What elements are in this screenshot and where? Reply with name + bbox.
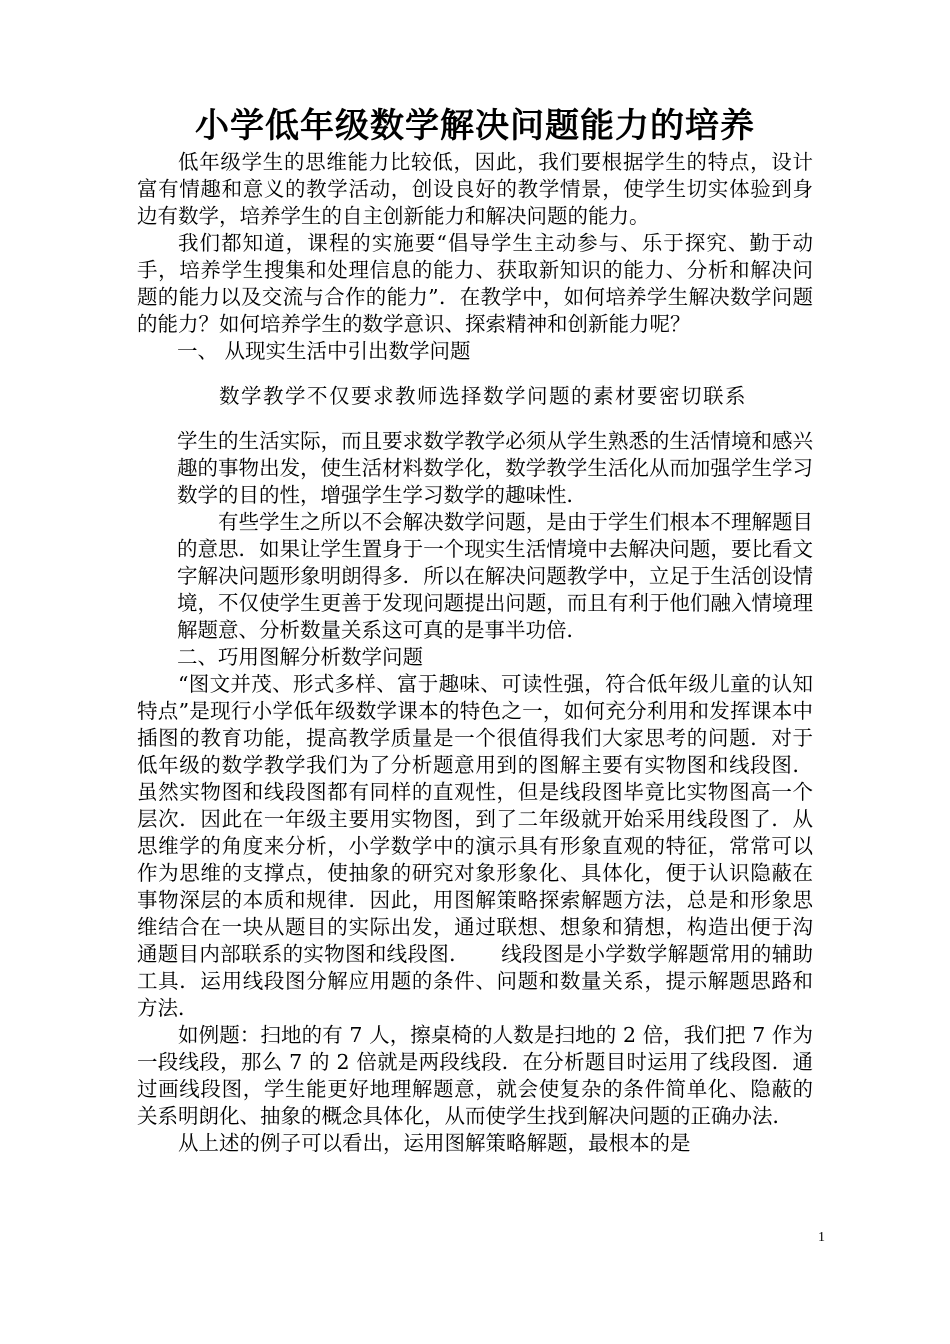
section-2-paragraph-1: “图文并茂、形式多样、富于趣味、可读性强，符合低年级儿童的认知特点”是现行小学低年级数学课本的特色之一，如何充分利用和发挥课本中插图的教育功能，提高教学质量是一个很值得我们大家思考的问题．对于低年级的数学教学我们为了分析题意用到的图解主要有实物图和线段图．虽然实物图和线段图都有同样的直观性，但是线段图毕竟比实物图高一个层次．因此在一年级主要用实物图，到了二年级就开始采用线段图了．从思维学的角度来分析，小学数学中的演示具有形象直观的特征，常常可以作为思维的支撑点，使抽象的研究对象形象化、具体化，便于认识隐蔽在事物深层的本质和规律．因此，用图解策略探索解题方法，总是和形象思维结合在一块从题目的实际出发，通过联想、想象和猜想，构造出便于沟通题目内部联系的实物图和线段图． 线段图是小学数学解题常用的辅助工具．运用线段图分解应用题的条件、问题和数量关系，提示解题思路和方法．: [137, 672, 813, 1020]
section-2-paragraph-3: 从上述的例子可以看出，运用图解策略解题，最根本的是: [178, 1131, 691, 1155]
paragraph-intro: 低年级学生的思维能力比较低，因此，我们要根据学生的特点，设计富有情趣和意义的教学活动，创设良好的教学情景，使学生切实体验到身边有数学，培养学生的自主创新能力和解决问题的能力。: [137, 150, 813, 228]
section-1-paragraph-1: 学生的生活实际，而且要求数学教学必须从学生熟悉的生活情境和感兴趣的事物出发，使生活材料数学化，数学教学生活化从而加强学生学习数学的目的性，增强学生学习数学的趣味性．: [177, 429, 813, 507]
section-1-lead: 数学教学不仅要求教师选择数学问题的素材要密切联系: [219, 384, 747, 408]
document-title: 小学低年级数学解决问题能力的培养: [195, 106, 755, 146]
section-1-paragraph-2: 有些学生之所以不会解决数学问题，是由于学生们根本不理解题目的意思．如果让学生置身于一个现实生活情境中去解决问题，要比看文字解决问题形象明朗得多．所以在解决问题教学中，立足于生活创设情境，不仅使学生更善于发现问题提出问题，而且有利于他们融入情境理解题意、分析数量关系这可真的是事半功倍．: [177, 510, 813, 642]
page-number: 1: [818, 1230, 825, 1245]
section-2-heading: 二、巧用图解分析数学问题: [177, 645, 423, 669]
section-2-paragraph-2: 如例题：扫地的有 7 人，擦桌椅的人数是扫地的 2 倍，我们把 7 作为一段线段，那么 7 的 2 倍就是两段线段．在分析题目时运用了线段图．通过画线段图，学生能更好地理解题意，就会使复杂的条件简单化、隐蔽的关系明朗化、抽象的概念具体化，从而使学生找到解决问题的正确办法．: [137, 1023, 813, 1128]
paragraph-curriculum: 我们都知道，课程的实施要“倡导学生主动参与、乐于探究、勤于动手，培养学生搜集和处理信息的能力、获取新知识的能力、分析和解决问题的能力以及交流与合作的能力”．在教学中，如何培养学生解决数学问题的能力？如何培养学生的数学意识、探索精神和创新能力呢？: [137, 231, 813, 336]
document-body: [137, 149, 813, 1157]
section-1-heading: 一、 从现实生活中引出数学问题: [177, 339, 471, 363]
